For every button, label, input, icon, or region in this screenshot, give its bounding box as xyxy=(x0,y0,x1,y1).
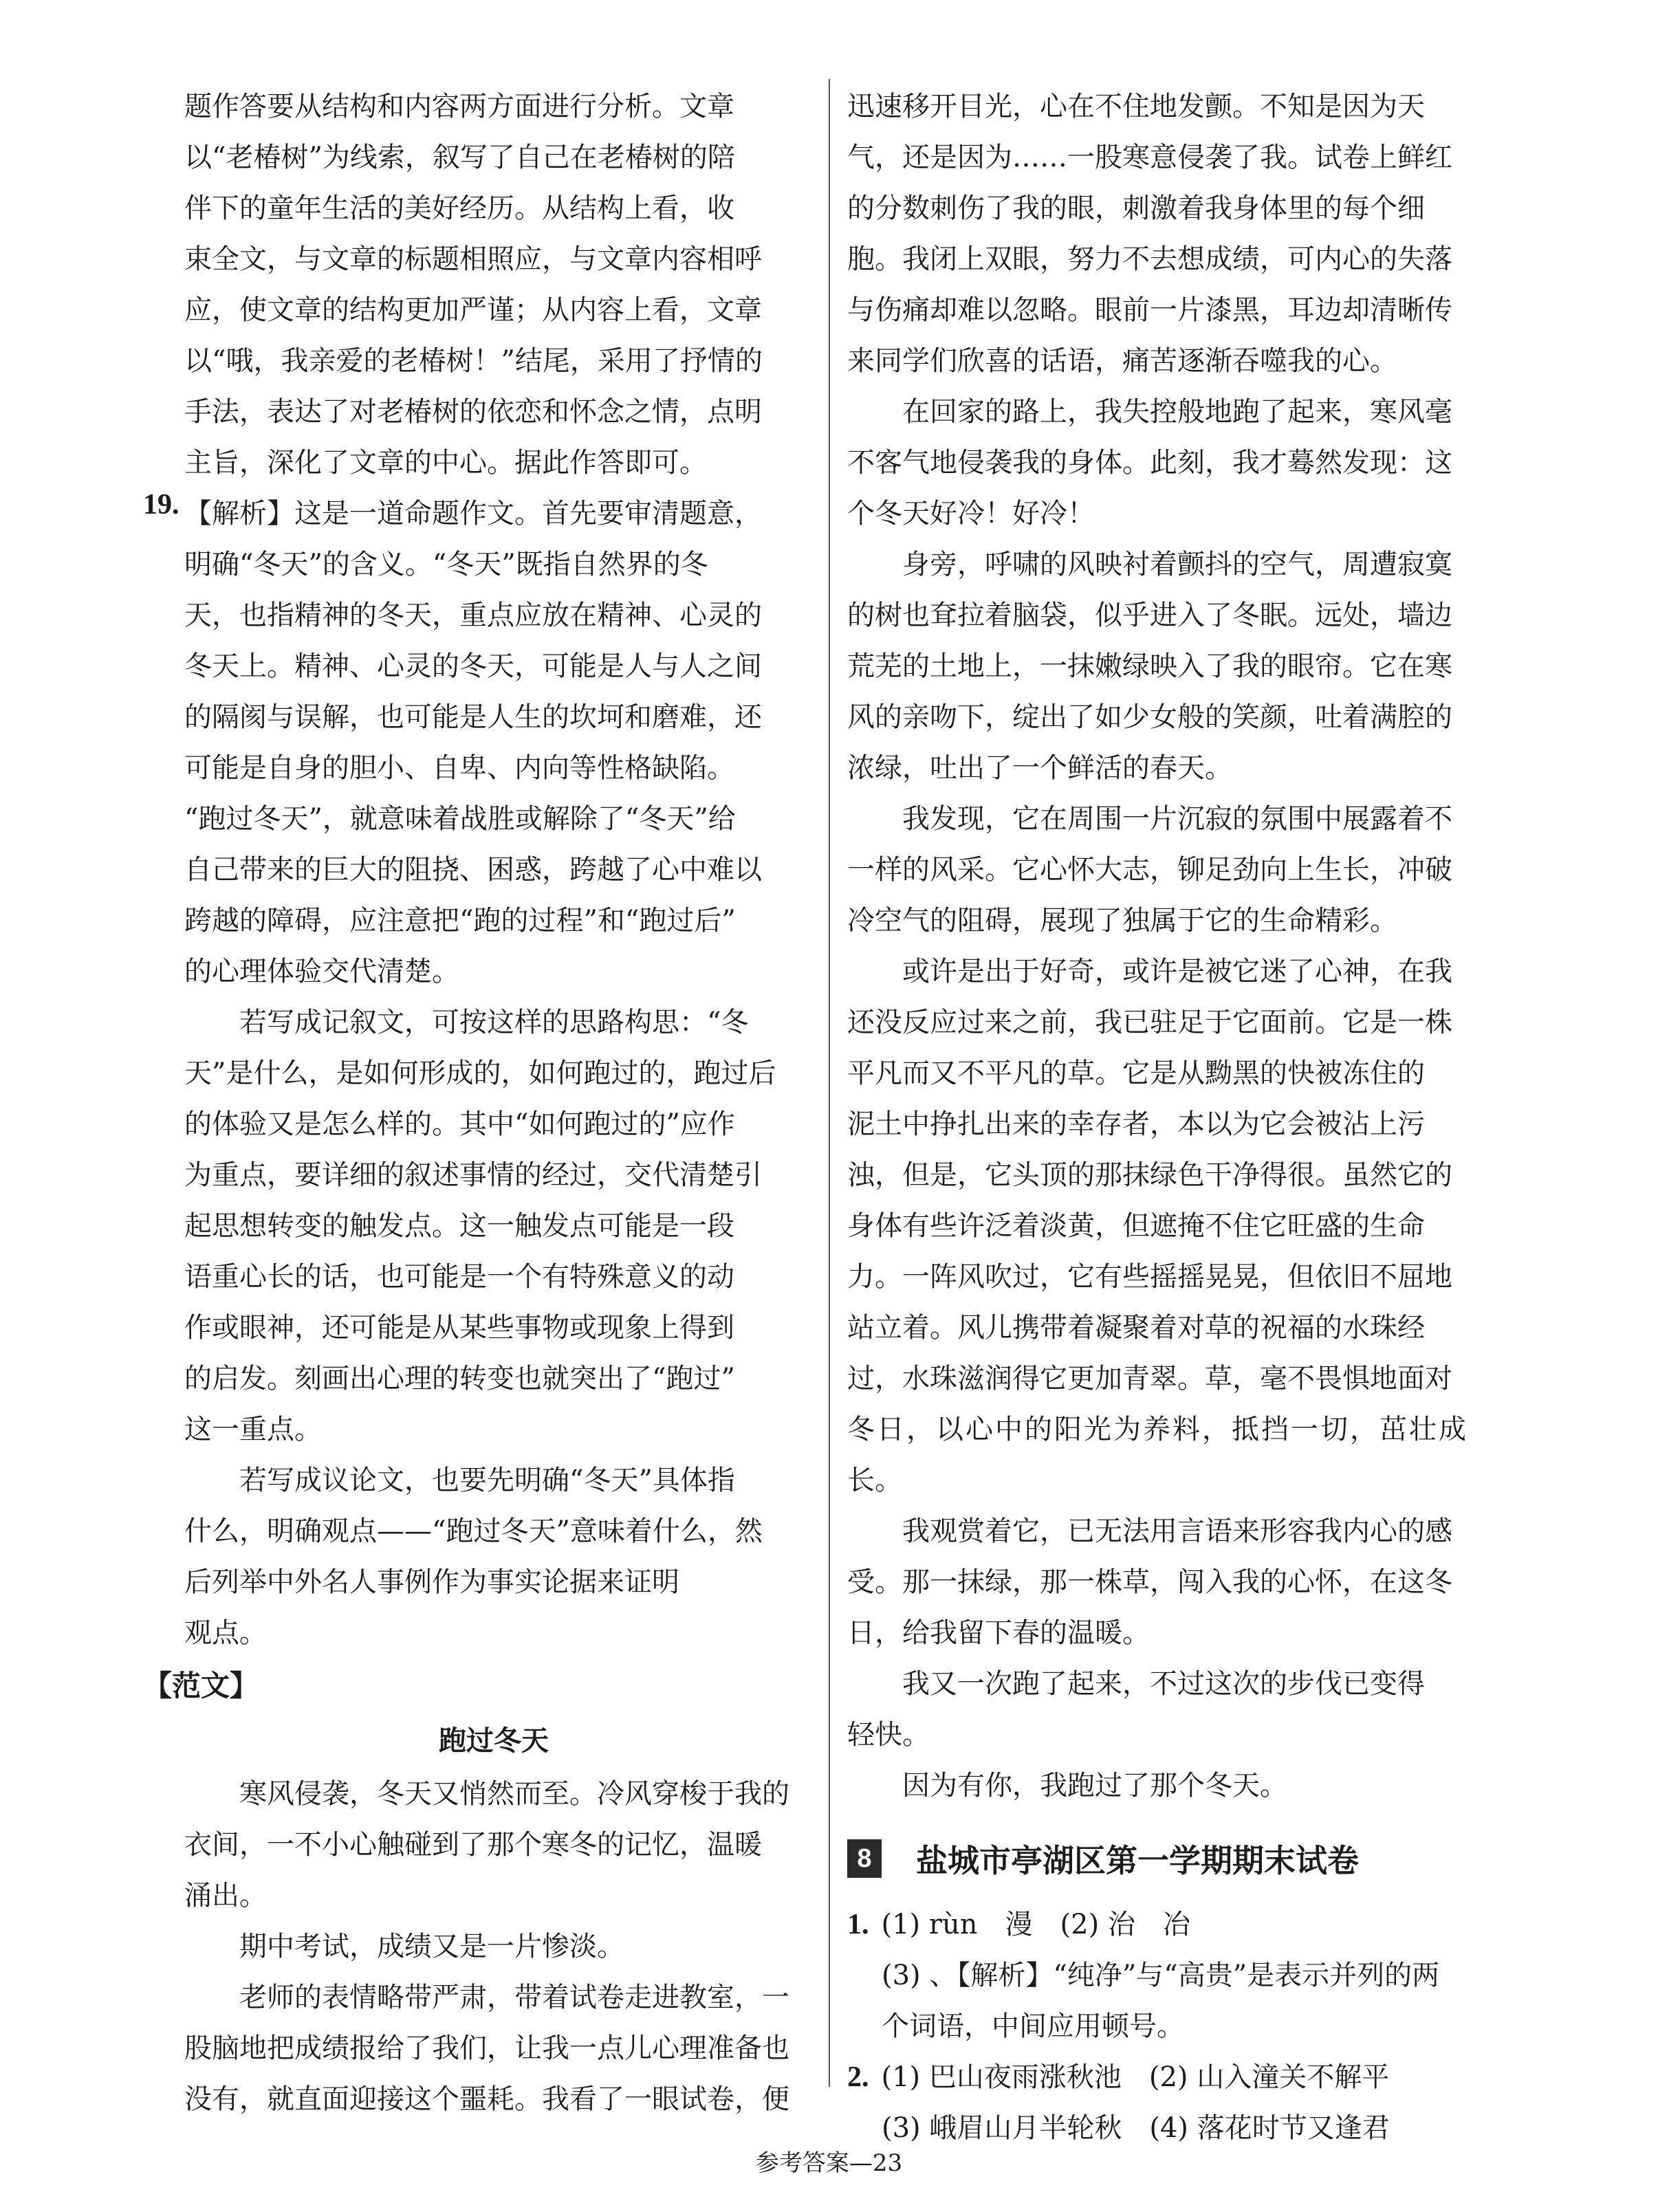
text-line: 我又一次跑了起来，不过这次的步伐已变得 xyxy=(902,1668,1425,1700)
text-line: 观点。 xyxy=(184,1617,267,1649)
page-footer: 参考答案—23 xyxy=(755,2149,903,2177)
text-line: 衣间，一不小心触碰到了那个寒冬的记忆，温暖 xyxy=(184,1829,762,1861)
answers-block xyxy=(847,1899,1466,2154)
text-line: 自己带来的巨大的阻挠、困惑，跨越了心中难以 xyxy=(184,854,762,886)
text-line: 没有，就直面迎接这个噩耗。我看了一眼试卷，便 xyxy=(184,2083,789,2115)
text-line: 我观赏着它，已无法用言语来形容我内心的感 xyxy=(902,1515,1452,1547)
text-line: 【解析】这是一道命题作文。首先要审清题意， xyxy=(184,498,762,529)
text-line: 的树也耷拉着脑袋，似乎进入了冬眠。远处，墙边 xyxy=(847,600,1452,631)
text-line: 平凡而又不平凡的草。它是从黝黑的快被冻住的 xyxy=(847,1058,1425,1089)
text-line: 后列举中外名人事例作为事实论据来证明 xyxy=(184,1566,679,1598)
text-line: 什么，明确观点——“跑过冬天”意味着什么，然 xyxy=(184,1515,763,1547)
text-line: 日，给我留下春的温暖。 xyxy=(847,1617,1150,1649)
text-line: 以“哦，我亲爱的老椿树！”结尾，采用了抒情的 xyxy=(184,345,763,377)
text-line: 身体有些许泛着淡黄，但遮掩不住它旺盛的生命 xyxy=(847,1210,1425,1242)
text-line: 站立着。风儿携带着凝聚着对草的祝福的水珠经 xyxy=(847,1312,1425,1344)
text-line: 冷空气的阻碍，展现了独属于它的生命精彩。 xyxy=(847,905,1397,937)
text-line: 还没反应过来之前，我已驻足于它面前。它是一株 xyxy=(847,1007,1452,1038)
text-line: 的启发。刻画出心理的转变也就突出了“跑过” xyxy=(184,1363,735,1394)
text-line: 这一重点。 xyxy=(184,1414,322,1445)
section-header xyxy=(847,1836,1466,1881)
section-title: 盐城市亭湖区第一学期期末试卷 xyxy=(916,1842,1359,1879)
text-line: 轻快。 xyxy=(847,1719,930,1751)
text-line: 胞。我闭上双眼，努力不去想成绩，可内心的失落 xyxy=(847,243,1452,275)
text-line: 老师的表情略带严肃，带着试卷走进教室，一 xyxy=(239,1982,789,2013)
text-line: 应，使文章的结构更加严谨；从内容上看，文章 xyxy=(184,294,762,326)
answer-1 xyxy=(847,1899,1466,1950)
text-line: 若写成记叙文，可按这样的思路构思：“冬 xyxy=(239,1007,749,1038)
text-line: 迅速移开目光，心在不住地发颤。不知是因为天 xyxy=(847,91,1425,122)
text-line: “跑过冬天”，就意味着战胜或解除了“冬天”给 xyxy=(184,803,736,835)
answer-number: 2. xyxy=(847,2061,869,2093)
text-line: 为重点，要详细的叙述事情的经过，交代清楚引 xyxy=(184,1159,762,1191)
section-number-badge: 8 xyxy=(847,1839,882,1878)
text-line: 冬日，以心中的阳光为养料，抵挡一切，茁壮成长。 xyxy=(847,1414,1466,1496)
text-line: 语重心长的话，也可能是一个有特殊意义的动 xyxy=(184,1261,734,1293)
text-line: 冬天上。精神、心灵的冬天，可能是人与人之间 xyxy=(184,650,762,682)
text-line: 以“老椿树”为线索，叙写了自己在老椿树的陪 xyxy=(184,142,735,173)
text-line: 寒风侵袭，冬天又悄然而至。冷风穿梭于我的 xyxy=(239,1778,789,1810)
text-line: 涌出。 xyxy=(184,1880,267,1912)
text-line: 期中考试，成绩又是一片惨淡。 xyxy=(239,1931,624,1962)
question-19 xyxy=(143,488,803,1658)
answer-text: (1) rùn 漫 (2) 治 冶 xyxy=(881,1909,1190,1940)
intro-analysis xyxy=(184,81,803,488)
text-line: 一样的风采。它心怀大志，铆足劲向上生长，冲破 xyxy=(847,854,1452,886)
text-line: 的心理体验交代清楚。 xyxy=(184,956,459,987)
question-number: 19. xyxy=(143,489,179,521)
text-line: 风的亲吻下，绽出了如少女般的笑颜，吐着满腔的 xyxy=(847,701,1452,733)
text-line: 天，也指精神的冬天，重点应放在精神、心灵的 xyxy=(184,600,762,631)
text-line: 来同学们欣喜的话语，痛苦逐渐吞噬我的心。 xyxy=(847,345,1397,377)
text-line: 身旁，呼啸的风映衬着颤抖的空气，周遭寂寞 xyxy=(902,549,1452,580)
column-divider xyxy=(829,79,830,2087)
left-column xyxy=(143,81,803,2125)
text-line: 若写成议论文，也要先明确“冬天”具体指 xyxy=(239,1465,735,1496)
answer-2 xyxy=(847,2052,1466,2103)
answer-subline: (3) 、【解析】“纯净”与“高贵”是表示并列的两 xyxy=(882,1960,1440,1991)
text-line: 气，还是因为……一股寒意侵袭了我。试卷上鲜红 xyxy=(847,142,1452,173)
text-line: 因为有你，我跑过了那个冬天。 xyxy=(902,1770,1287,1802)
answer-number: 1. xyxy=(847,1909,869,1940)
text-line: 与伤痛却难以忽略。眼前一片漆黑，耳边却清晰传 xyxy=(847,294,1452,326)
text-line: 主旨，深化了文章的中心。据此作答即可。 xyxy=(184,447,707,479)
text-line: 的隔阂与误解，也可能是人生的坎坷和磨难，还 xyxy=(184,701,762,733)
text-line: 跨越的障碍，应注意把“跑的过程”和“跑过后” xyxy=(184,905,736,937)
text-line: 力。一阵风吹过，它有些摇摇晃晃，但依旧不屈地 xyxy=(847,1261,1452,1293)
right-column xyxy=(847,81,1466,2154)
text-line: 的分数刺伤了我的眼，刺激着我身体里的每个细 xyxy=(847,193,1425,224)
text-line: 泥土中挣扎出来的幸存者，本以为它会被沾上污 xyxy=(847,1108,1425,1140)
text-line: 题作答要从结构和内容两方面进行分析。文章 xyxy=(184,91,734,122)
text-line: 在回家的路上，我失控般地跑了起来，寒风毫 xyxy=(902,396,1452,428)
answer-subline: (3) 峨眉山月半轮秋 (4) 落花时节又逢君 xyxy=(882,2112,1390,2144)
text-line: 受。那一抹绿，那一株草，闯入我的心怀，在这冬 xyxy=(847,1566,1452,1598)
essay-title: 跑过冬天 xyxy=(439,1725,549,1757)
answer-subline: 个词语，中间应用顿号。 xyxy=(882,2011,1184,2042)
text-line: 或许是出于好奇，或许是被它迷了心神，在我 xyxy=(902,956,1452,987)
text-line: 个冬天好冷！好冷！ xyxy=(847,498,1095,529)
essay-left-part xyxy=(184,1768,803,2125)
sample-essay-label: 【范文】 xyxy=(143,1669,259,1702)
text-line: 手法，表达了对老椿树的依恋和怀念之情，点明 xyxy=(184,396,762,428)
text-line: 可能是自身的胆小、自卑、内向等性格缺陷。 xyxy=(184,752,734,784)
text-line: 作或眼神，还可能是从某些事物或现象上得到 xyxy=(184,1312,734,1344)
text-line: 不客气地侵袭我的身体。此刻，我才蓦然发现：这 xyxy=(847,447,1452,479)
text-line: 过，水珠滋润得它更加青翠。草，毫不畏惧地面对 xyxy=(847,1363,1452,1394)
text-line: 起思想转变的触发点。这一触发点可能是一段 xyxy=(184,1210,734,1242)
text-line: 荒芜的土地上，一抹嫩绿映入了我的眼帘。它在寒 xyxy=(847,650,1452,682)
text-line: 股脑地把成绩报给了我们，让我一点儿心理准备也 xyxy=(184,2033,789,2064)
text-line: 浊，但是，它头顶的那抹绿色干净得很。虽然它的 xyxy=(847,1159,1452,1191)
text-line: 束全文，与文章的标题相照应，与文章内容相呼 xyxy=(184,243,762,275)
essay-right-part xyxy=(847,81,1466,1811)
text-line: 我发现，它在周围一片沉寂的氛围中展露着不 xyxy=(902,803,1452,835)
text-line: 浓绿，吐出了一个鲜活的春天。 xyxy=(847,752,1232,784)
text-line: 天”是什么，是如何形成的，如何跑过的，跑过后 xyxy=(184,1058,776,1089)
text-line: 的体验又是怎么样的。其中“如何跑过的”应作 xyxy=(184,1108,735,1140)
answer-text: (1) 巴山夜雨涨秋池 (2) 山入潼关不解平 xyxy=(881,2061,1390,2093)
text-line: 明确“冬天”的含义。“冬天”既指自然界的冬 xyxy=(184,549,708,580)
text-line: 伴下的童年生活的美好经历。从结构上看，收 xyxy=(184,193,734,224)
